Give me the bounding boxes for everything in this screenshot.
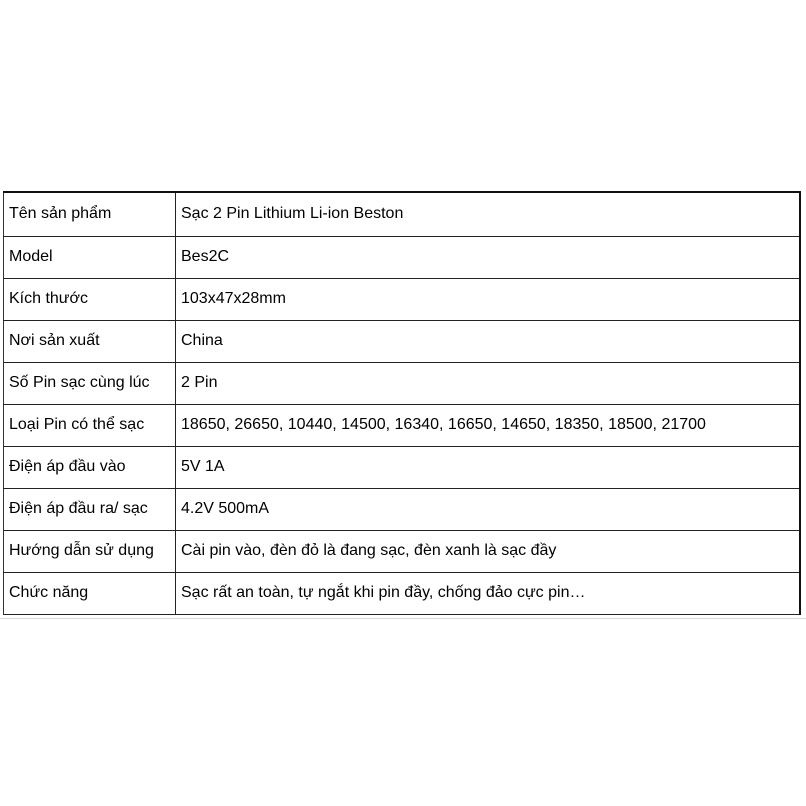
spec-value: Cài pin vào, đèn đỏ là đang sạc, đèn xanh là sạc đầy (176, 530, 800, 572)
spec-row-features (4, 572, 800, 614)
sheet-gridline (0, 618, 806, 619)
spec-label: Điện áp đầu vào (4, 446, 176, 488)
spec-row-product-name (4, 192, 800, 236)
spec-label: Hướng dẫn sử dụng (4, 530, 176, 572)
spec-value: Bes2C (176, 236, 800, 278)
spec-value: 103x47x28mm (176, 278, 800, 320)
spec-value: 4.2V 500mA (176, 488, 800, 530)
spec-row-dimensions (4, 278, 800, 320)
spec-label: Kích thước (4, 278, 176, 320)
spec-value: Sạc 2 Pin Lithium Li-ion Beston (176, 192, 800, 236)
spec-row-instructions (4, 530, 800, 572)
spec-value: 18650, 26650, 10440, 14500, 16340, 16650, 14650, 18350, 18500, 21700 (176, 404, 800, 446)
spec-label: Loại Pin có thể sạc (4, 404, 176, 446)
spec-label: Tên sản phẩm (4, 192, 176, 236)
spec-label: Model (4, 236, 176, 278)
spec-label: Nơi sản xuất (4, 320, 176, 362)
spec-row-output-voltage (4, 488, 800, 530)
spec-label: Chức năng (4, 572, 176, 614)
spec-row-battery-count (4, 362, 800, 404)
spec-row-input-voltage (4, 446, 800, 488)
spec-value: Sạc rất an toàn, tự ngắt khi pin đầy, chống đảo cực pin… (176, 572, 800, 614)
spec-row-battery-types (4, 404, 800, 446)
spec-row-model (4, 236, 800, 278)
product-spec-table (3, 191, 801, 615)
spec-label: Số Pin sạc cùng lúc (4, 362, 176, 404)
spec-value: 5V 1A (176, 446, 800, 488)
spec-value: China (176, 320, 800, 362)
spec-value: 2 Pin (176, 362, 800, 404)
spec-row-origin (4, 320, 800, 362)
spec-label: Điện áp đầu ra/ sạc (4, 488, 176, 530)
